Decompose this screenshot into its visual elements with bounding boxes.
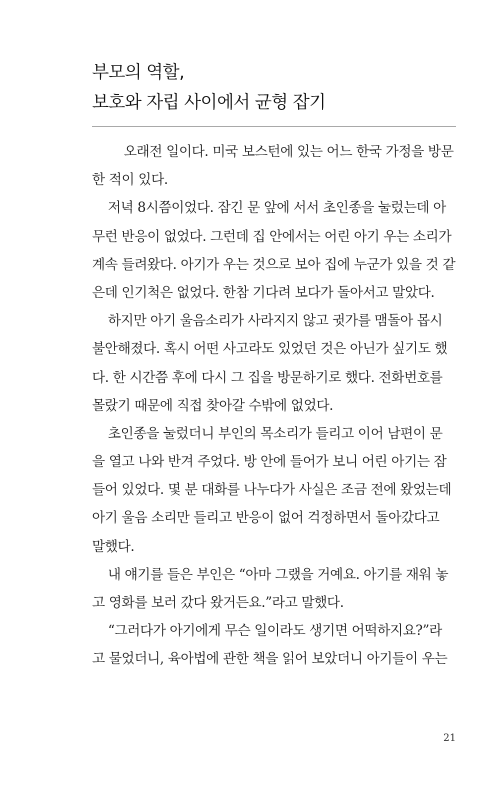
chapter-title-line-2: 보호와 자립 사이에서 균형 잡기: [92, 93, 326, 113]
text-line: 저녁 8시쯤이었다. 잠긴 문 앞에 서서 초인종을 눌렀는데 아: [92, 200, 446, 217]
text-line: 말했다.: [92, 538, 135, 555]
body-text: [92, 138, 456, 674]
text-line: 은데 인기척은 없었다. 한참 기다려 보다가 돌아서고 말았다.: [92, 284, 435, 301]
text-line: 아기 울음 소리만 들리고 반응이 없어 걱정하면서 돌아갔다고: [92, 510, 440, 527]
heading-divider: [92, 126, 456, 127]
text-line: 들어 있었다. 몇 분 대화를 나누다가 사실은 조금 전에 왔었는데: [92, 482, 452, 499]
text-line: “그러다가 아기에게 무슨 일이라도 생기면 어떡하지요?”라: [92, 623, 442, 640]
text-line: 한 적이 있다.: [92, 172, 168, 189]
text-line: 무런 반응이 없었다. 그런데 집 안에서는 어린 아기 우는 소리가: [92, 228, 452, 245]
chapter-title-line-1: 부모의 역할,: [92, 63, 185, 83]
text-line: 계속 들려왔다. 아기가 우는 것으로 보아 집에 누군가 있을 것 같: [92, 256, 456, 273]
text-line: 고 물었더니, 육아법에 관한 책을 읽어 보았더니 아기들이 우는: [92, 651, 448, 668]
text-line: 내 얘기를 들은 부인은 “아마 그랬을 거예요. 아기를 재워 놓: [92, 566, 449, 583]
text-line: 오래전 일이다. 미국 보스턴에 있는 어느 한국 가정을 방문: [92, 144, 454, 160]
text-line: 을 열고 나와 반겨 주었다. 방 안에 들어가 보니 어린 아기는 잠: [92, 454, 447, 471]
text-line: 하지만 아기 울음소리가 사라지지 않고 귓가를 맴돌아 몹시: [92, 313, 443, 330]
text-line: 다. 한 시간쯤 후에 다시 그 집을 방문하기로 했다. 전화번호를: [92, 369, 443, 386]
page-number: 21: [443, 733, 456, 744]
text-line: 몰랐기 때문에 직접 찾아갈 수밖에 없었다.: [92, 397, 334, 414]
text-line: 초인종을 눌렀더니 부인의 목소리가 들리고 이어 남편이 문: [92, 425, 443, 442]
chapter-heading: [92, 58, 472, 118]
text-line: 불안해졌다. 혹시 어떤 사고라도 있었던 것은 아닌가 싶기도 했: [92, 341, 448, 358]
text-line: 고 영화를 보러 갔다 왔거든요.”라고 말했다.: [92, 595, 344, 611]
